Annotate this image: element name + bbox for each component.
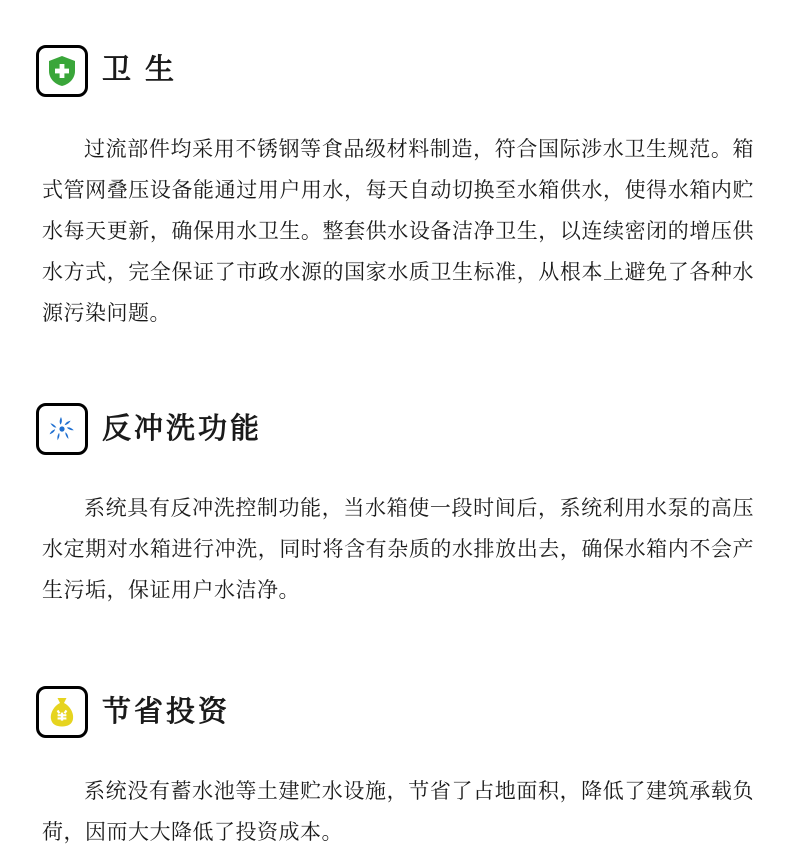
water-splash-icon [36,403,88,455]
section-body: 系统没有蓄水池等土建贮水设施，节省了占地面积，降低了建筑承载负荷，因而大大降低了投资成本。 [42,779,754,844]
shield-icon [36,45,88,97]
section-header [24,674,766,751]
section-backwash [24,391,766,612]
section-header [24,391,766,468]
section-hygiene [24,32,766,335]
money-bag-icon [36,686,88,738]
section-title: 反冲洗功能 [102,412,263,445]
section-title: 节省投资 [102,695,231,728]
section-title: 卫 生 [102,54,178,87]
section-body: 系统具有反冲洗控制功能，当水箱使一段时间后，系统利用水泵的高压水定期对水箱进行冲洗，同时将含有杂质的水排放出去，确保水箱内不会产生污垢，保证用户水洁净。 [42,496,754,602]
section-header [24,32,766,109]
section-saving [24,674,766,854]
section-body: 过流部件均采用不锈钢等食品级材料制造，符合国际涉水卫生规范。箱式管网叠压设备能通过用户用水，每天自动切换至水箱供水，使得水箱内贮水每天更新，确保用水卫生。整套供水设备洁净卫生，以连续密闭的增压供水方式，完全保证了市政水源的国家水质卫生标准，从根本上避免了各种水源污染问题。 [42,138,754,325]
